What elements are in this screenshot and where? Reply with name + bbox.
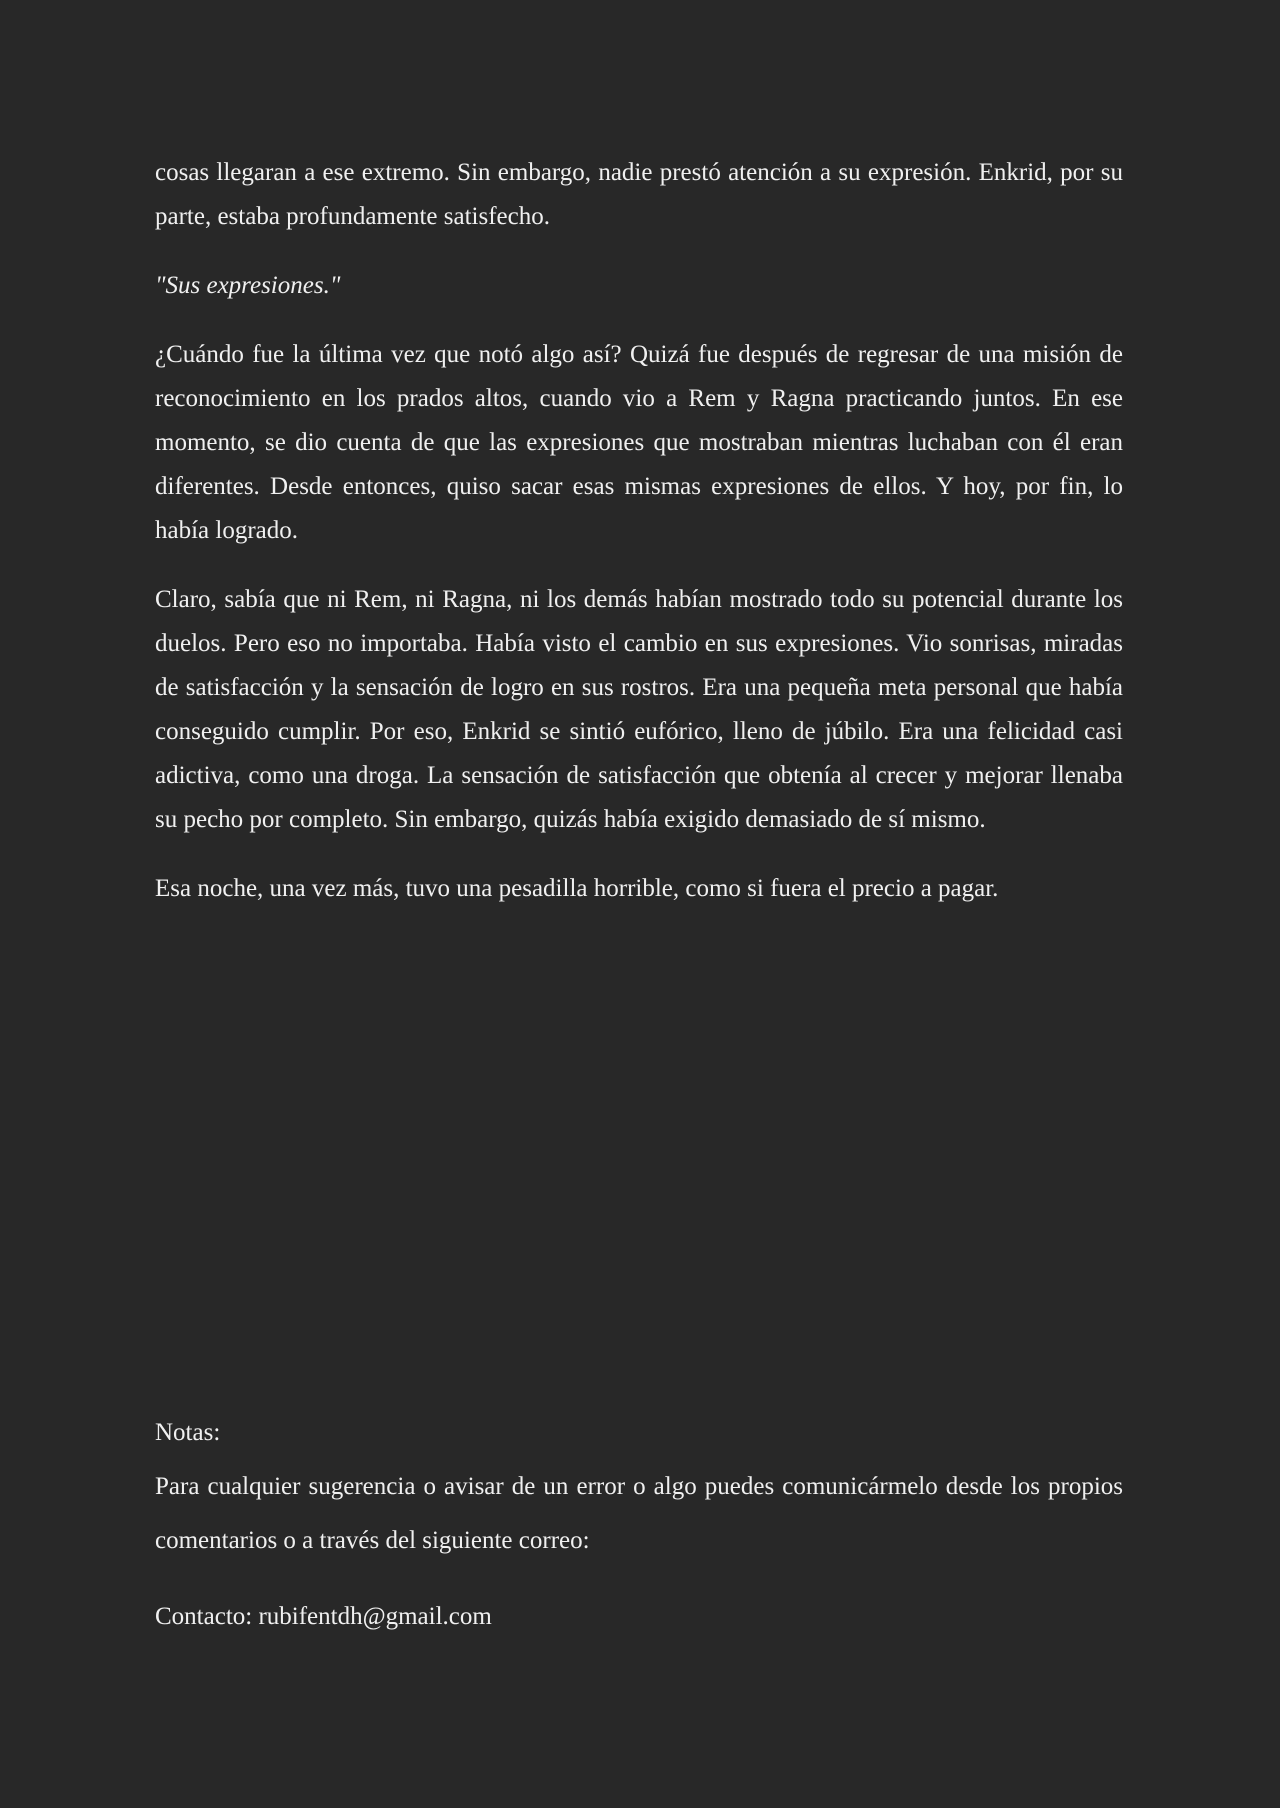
contact-email: Contacto: rubifentdh@gmail.com [155, 1603, 492, 1630]
notes-heading: Notas: [155, 1419, 221, 1446]
paragraph: Esa noche, una vez más, tuvo una pesadilla horrible, como si fuera el precio a pagar. [155, 875, 999, 902]
paragraph: ¿Cuándo fue la última vez que notó algo así? Quizá fue después de regresar de una misión de reconocimiento en los prados altos, cuando vio a Rem y Ragna practicando juntos. En ese momento, se dio cuenta de que las expresiones que mostraban mientras luchaban con él eran diferentes. Desde entonces, quiso sacar esas mismas expresiones de ellos. Y hoy, por fin, lo había logrado. [155, 341, 1123, 544]
paragraph: cosas llegaran a ese extremo. Sin embargo, nadie prestó atención a su expresión. Enkrid, por su parte, estaba profundamente satisfecho. [155, 159, 1123, 230]
notes-section [155, 1406, 1123, 1644]
italic-thought: "Sus expresiones." [155, 272, 341, 299]
chapter-text [155, 151, 1123, 936]
paragraph: Claro, sabía que ni Rem, ni Ragna, ni los demás habían mostrado todo su potencial durante los duelos. Pero eso no importaba. Había visto el cambio en sus expresiones. Vio sonrisas, miradas de satisfacción y la sensación de logro en sus rostros. Era una pequeña meta personal que había conseguido cumplir. Por eso, Enkrid se sintió eufórico, lleno de júbilo. Era una felicidad casi adictiva, como una droga. La sensación de satisfacción que obtenía al crecer y mejorar llenaba su pecho por completo. Sin embargo, quizás había exigido demasiado de sí mismo. [155, 586, 1123, 833]
notes-text: Para cualquier sugerencia o avisar de un error o algo puedes comunicármelo desde los propios comentarios o a través del siguiente correo: [155, 1473, 1123, 1554]
